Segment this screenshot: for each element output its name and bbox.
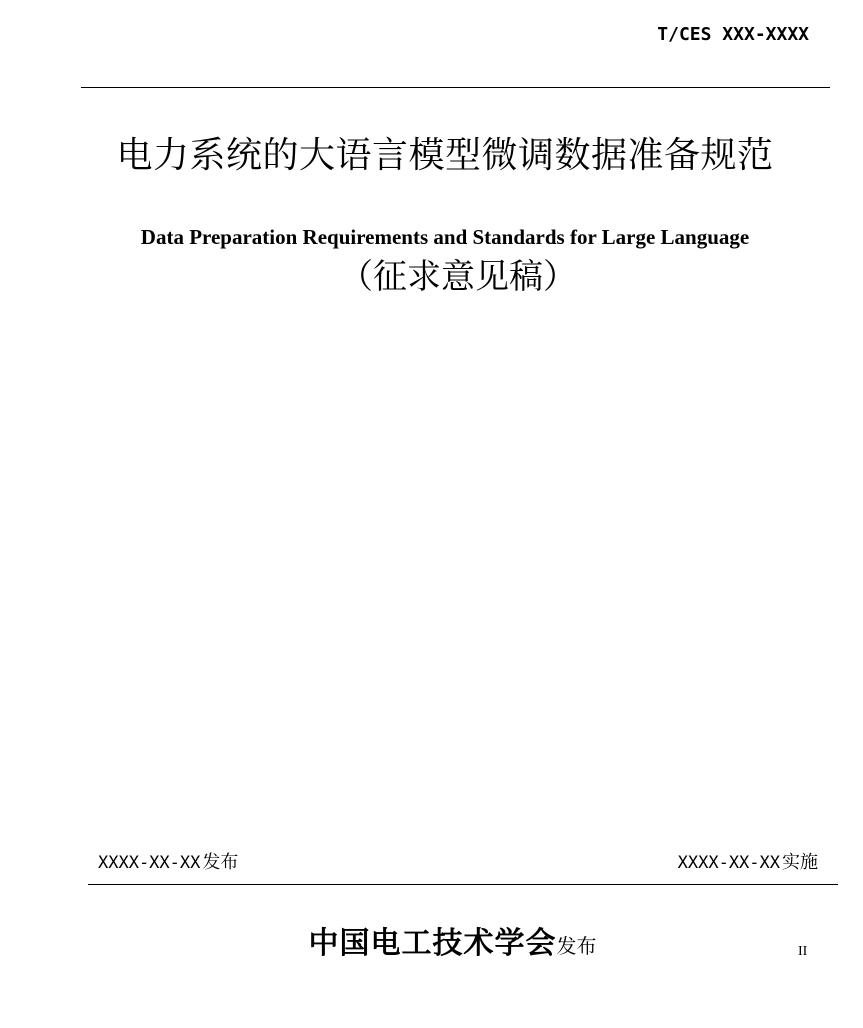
publisher-name: 中国电工技术学会 — [308, 926, 557, 961]
footer-divider — [88, 884, 838, 885]
document-title-chinese: 电力系统的大语言模型微调数据准备规范 — [116, 135, 774, 176]
implement-label: 实施 — [782, 852, 818, 873]
publish-date-block — [98, 850, 238, 876]
date-row — [98, 850, 818, 878]
publisher-suffix: 发布 — [556, 934, 597, 958]
standard-code: T/CES XXX-XXXX — [657, 24, 809, 45]
implement-date-block — [678, 850, 818, 876]
publisher-line — [0, 918, 863, 962]
publish-date: XXXX-XX-XX — [98, 853, 201, 873]
header-divider — [81, 87, 830, 88]
document-title-english: Data Preparation Requirements and Standards for Large Language — [140, 225, 750, 249]
publish-label: 发布 — [202, 852, 239, 873]
page-number: II — [798, 944, 808, 959]
implement-date: XXXX-XX-XX — [677, 853, 780, 873]
draft-status-label: （征求意见稿） — [339, 257, 577, 297]
